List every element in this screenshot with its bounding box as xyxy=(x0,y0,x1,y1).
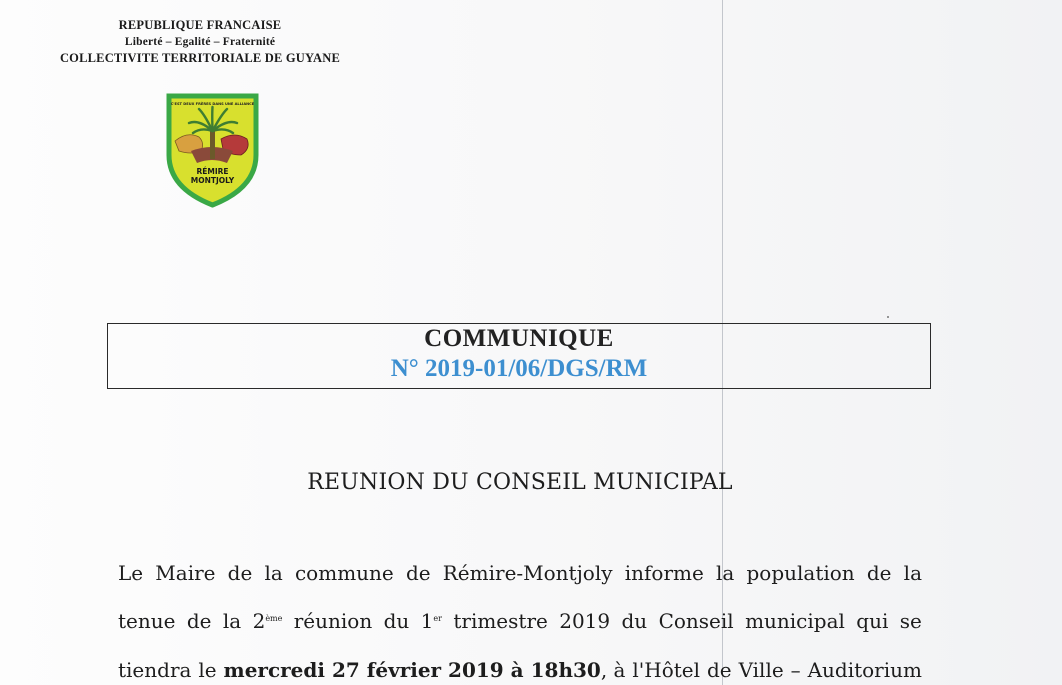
communique-box xyxy=(107,323,931,389)
communique-title: COMMUNIQUE xyxy=(424,325,614,352)
scan-speck xyxy=(887,316,889,318)
word: de xyxy=(227,561,253,585)
communique-number: N° 2019-01/06/DGS/RM xyxy=(390,355,648,382)
meeting-date-bold: mercredi 27 février 2019 à 18h30 xyxy=(223,658,601,682)
word: la xyxy=(264,561,283,585)
word: le xyxy=(198,658,217,682)
word: la xyxy=(715,561,735,585)
crest-name-line2: MONTJOLY xyxy=(190,176,235,185)
ordinal-suffix: ème xyxy=(265,614,283,623)
crest-motto-text: C'EST DEUX FRÈRES DANS UNE ALLIANCE xyxy=(170,102,255,106)
letterhead xyxy=(20,17,380,67)
word: tenue xyxy=(118,609,176,633)
ordinal-number: 2 xyxy=(252,609,266,633)
letterhead-republic: REPUBLIQUE FRANCAISE xyxy=(118,18,282,32)
word: qui xyxy=(856,609,889,633)
word: tiendra xyxy=(118,658,192,682)
section-title: REUNION DU CONSEIL MUNICIPAL xyxy=(307,470,733,495)
word: de xyxy=(866,561,892,585)
word: Maire xyxy=(155,561,216,585)
letterhead-collectivity: COLLECTIVITE TERRITORIALE DE GUYANE xyxy=(59,51,341,65)
ordinal xyxy=(421,609,442,633)
word: l'Hôtel xyxy=(632,658,701,682)
word: la xyxy=(222,609,242,633)
body-line-2 xyxy=(118,609,922,633)
word: Auditorium xyxy=(807,658,922,682)
word: 2019 xyxy=(559,609,611,633)
word: Ville xyxy=(738,658,784,682)
word: du xyxy=(621,609,648,633)
word: – xyxy=(790,658,801,682)
crest-name-line1: RÉMIRE xyxy=(196,167,229,176)
ordinal-number: 1 xyxy=(420,609,434,633)
word: de xyxy=(405,561,431,585)
word: population xyxy=(746,561,855,585)
body-line-3 xyxy=(118,658,922,682)
meeting-date xyxy=(224,658,626,682)
word: la xyxy=(903,561,922,585)
word: réunion xyxy=(293,609,373,633)
word: de xyxy=(706,658,732,682)
word: Rémire-Montjoly xyxy=(442,561,613,585)
word: , à xyxy=(600,658,626,682)
word: du xyxy=(383,609,410,633)
letterhead-motto: Liberté – Egalité – Fraternité xyxy=(124,35,276,48)
word: se xyxy=(899,609,922,633)
municipal-crest-logo xyxy=(165,93,260,208)
ordinal-suffix: er xyxy=(433,614,442,623)
word: de xyxy=(186,609,212,633)
word: commune xyxy=(294,561,394,585)
word: trimestre xyxy=(453,609,548,633)
word: Le xyxy=(118,561,144,585)
word: informe xyxy=(624,561,704,585)
body-line-1 xyxy=(118,561,922,585)
ordinal xyxy=(253,609,283,633)
word: Conseil xyxy=(658,609,734,633)
word: municipal xyxy=(745,609,845,633)
